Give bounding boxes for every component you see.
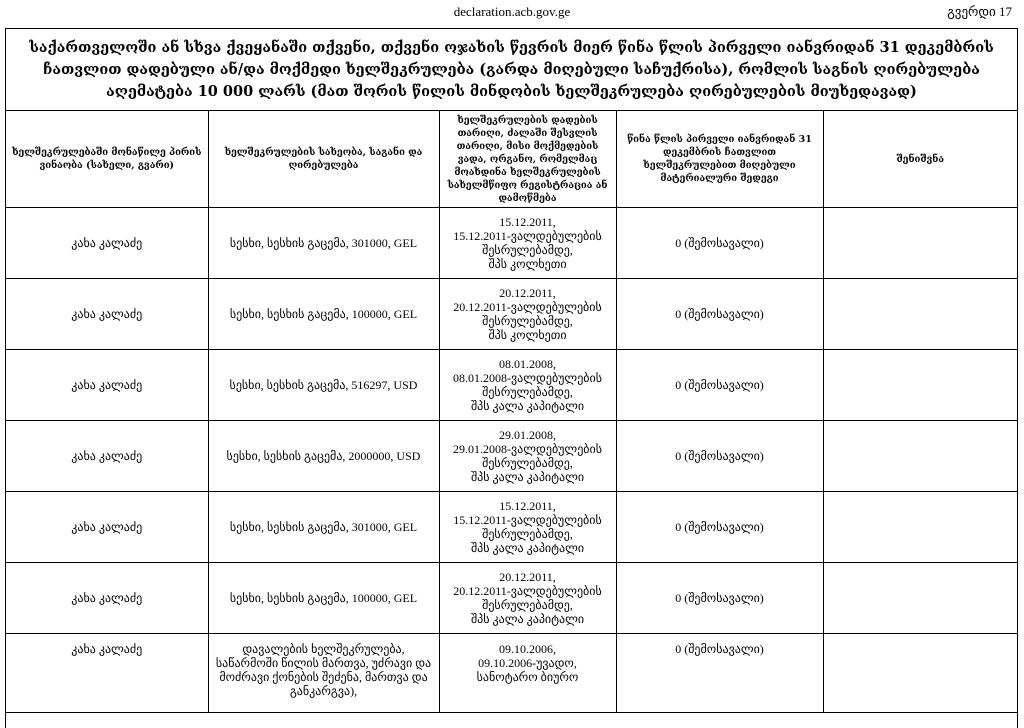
date-line: 09.10.2006, xyxy=(499,642,556,656)
cell-person: კახა კალაძე xyxy=(6,350,208,421)
cell-person: კახა კალაძე xyxy=(6,208,208,279)
date-line: 29.01.2008-ვალდებულების xyxy=(453,442,602,456)
date-line: შპს კალა კაპიტალი xyxy=(470,470,585,484)
date-line: შესრულებამდე, xyxy=(482,598,573,612)
date-line: 15.12.2011-ვალდებულების xyxy=(453,513,602,527)
cell-result: 0 (შემოსავალი) xyxy=(616,279,823,350)
table-row xyxy=(6,279,1017,350)
col-header-person: ხელშეკრულებაში მონაწილე პირის ვინაობა (სახელი, გვარი) xyxy=(6,111,208,208)
cell-result: 0 (შემოსავალი) xyxy=(616,492,823,563)
col-header-note: შენიშვნა xyxy=(823,111,1017,208)
date-line: სანოტარო ბიურო xyxy=(476,670,579,684)
col-header-dates: ხელშეკრულების დადების თარიღი, ძალაში შესვლის თარიღი, მისი მოქმედების ვადა, ორგანო, რომელმაც მოახდინა ხელშეკრულების სახელმწიფო რეგისტრაცია ან დამოწმება xyxy=(439,111,616,208)
cell-result: 0 (შემოსავალი) xyxy=(616,208,823,279)
table-body xyxy=(6,208,1017,713)
date-line: შესრულებამდე, xyxy=(482,314,573,328)
date-line: 08.01.2008-ვალდებულების xyxy=(453,371,602,385)
table-row xyxy=(6,421,1017,492)
table-row xyxy=(6,208,1017,279)
date-line: 15.12.2011-ვალდებულების xyxy=(453,229,602,243)
date-line: 20.12.2011-ვალდებულების xyxy=(453,300,602,314)
table-row xyxy=(6,634,1017,713)
cell-note xyxy=(823,563,1017,634)
date-line: 15.12.2011, xyxy=(499,215,556,229)
cell-note xyxy=(823,208,1017,279)
cell-person: კახა კალაძე xyxy=(6,634,208,713)
date-line: შპს კოლხეთი xyxy=(488,328,567,342)
col-header-contract: ხელშეკრულების სახეობა, საგანი და ღირებულება xyxy=(208,111,439,208)
date-line: 09.10.2006-უვადო, xyxy=(478,656,577,670)
date-line: შპს კალა კაპიტალი xyxy=(470,541,585,555)
cell-contract: დავალების ხელშეკრულება, საწარმოში წილის მართვა, უძრავი და მოძრავი ქონების შეძენა, მართვა და განკარგვა), xyxy=(208,634,439,713)
cell-note xyxy=(823,421,1017,492)
cell-contract: სესხი, სესხის გაცემა, 100000, GEL xyxy=(208,279,439,350)
date-line: შესრულებამდე, xyxy=(482,385,573,399)
page-header xyxy=(0,0,1024,26)
cell-result: 0 (შემოსავალი) xyxy=(616,421,823,492)
section-title: საქართველოში ან სხვა ქვეყანაში თქვენი, თქვენი ოჯახის წევრის მიერ წინა წლის პირველი იანვრიდან 31 დეკემბრის ჩათვლით დადებული ან/და მოქმედი ხელშეკრულება (გარდა მიღებული საჩუქრისა), რომლის საგნის ღირებულება აღემატება 10 000 ლარს (მათ შორის წილის მინდობის ხელშეკრულება ღირებულების მიუხედავად) xyxy=(6,29,1017,111)
date-line: შესრულებამდე, xyxy=(482,243,573,257)
cell-person: კახა კალაძე xyxy=(6,492,208,563)
cell-person: კახა კალაძე xyxy=(6,279,208,350)
date-line: 20.12.2011, xyxy=(499,570,556,584)
cell-dates xyxy=(439,350,616,421)
cell-result: 0 (შემოსავალი) xyxy=(616,634,823,713)
cell-note xyxy=(823,634,1017,713)
date-line: შესრულებამდე, xyxy=(482,527,573,541)
date-line: 15.12.2011, xyxy=(499,499,556,513)
cell-result: 0 (შემოსავალი) xyxy=(616,563,823,634)
table-row xyxy=(6,492,1017,563)
cell-contract: სესხი, სესხის გაცემა, 100000, GEL xyxy=(208,563,439,634)
cell-person: კახა კალაძე xyxy=(6,563,208,634)
cell-contract: სესხი, სესხის გაცემა, 516297, USD xyxy=(208,350,439,421)
cell-person: კახა კალაძე xyxy=(6,421,208,492)
cell-contract: სესხი, სესხის გაცემა, 2000000, USD xyxy=(208,421,439,492)
cell-dates xyxy=(439,421,616,492)
table-row xyxy=(6,563,1017,634)
cell-dates xyxy=(439,634,616,713)
date-line: შპს კალა კაპიტალი xyxy=(470,399,585,413)
cell-result: 0 (შემოსავალი) xyxy=(616,350,823,421)
cell-note xyxy=(823,492,1017,563)
date-line: შპს კოლხეთი xyxy=(488,257,567,271)
declaration-section xyxy=(5,28,1018,728)
cell-dates xyxy=(439,563,616,634)
cell-note xyxy=(823,350,1017,421)
date-line: 20.12.2011-ვალდებულების xyxy=(453,584,602,598)
cell-dates xyxy=(439,208,616,279)
table-header-row xyxy=(6,111,1017,208)
date-line: 29.01.2008, xyxy=(499,428,556,442)
date-line: 20.12.2011, xyxy=(499,286,556,300)
cell-dates xyxy=(439,492,616,563)
col-header-result: წინა წლის პირველი იანვრიდან 31 დეკემბრის ჩათვლით ხელშეკრულებით მიღებული მატერიალური შედეგი xyxy=(616,111,823,208)
date-line: შესრულებამდე, xyxy=(482,456,573,470)
table-row xyxy=(6,350,1017,421)
cell-contract: სესხი, სესხის გაცემა, 301000, GEL xyxy=(208,492,439,563)
date-line: 08.01.2008, xyxy=(499,357,556,371)
page-number: გვერდი 17 xyxy=(947,4,1012,19)
cell-note xyxy=(823,279,1017,350)
site-url: declaration.acb.gov.ge xyxy=(453,4,571,19)
cell-contract: სესხი, სესხის გაცემა, 301000, GEL xyxy=(208,208,439,279)
date-line: შპს კალა კაპიტალი xyxy=(470,612,585,626)
cell-dates xyxy=(439,279,616,350)
contracts-table xyxy=(6,111,1017,713)
